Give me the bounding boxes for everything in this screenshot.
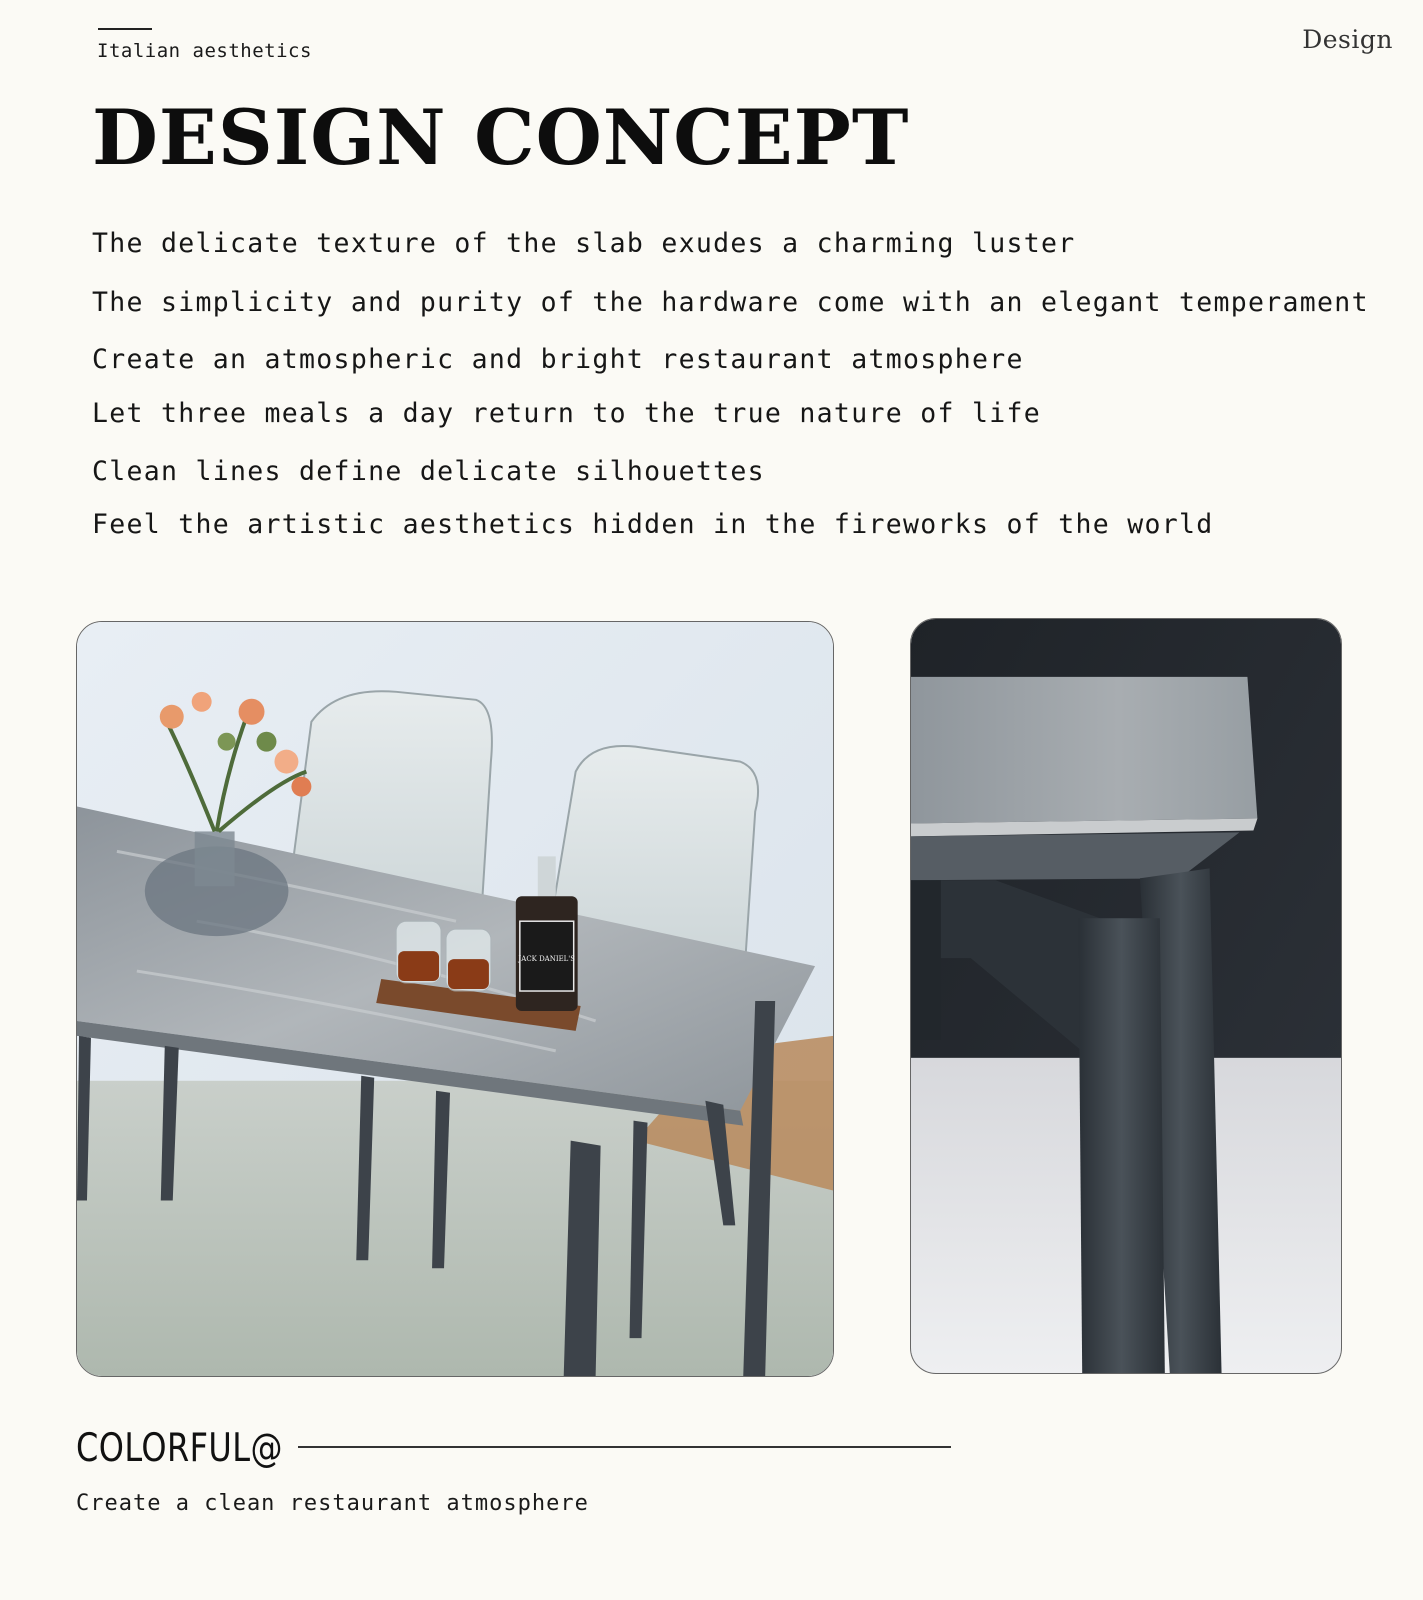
concept-line: The delicate texture of the slab exudes a charming luster	[92, 228, 1076, 259]
concept-line: Clean lines define delicate silhouettes	[92, 456, 765, 487]
concept-line: Let three meals a day return to the true nature of life	[92, 398, 1041, 429]
dining-table-photo	[76, 621, 834, 1377]
concept-line: Feel the artistic aesthetics hidden in the fireworks of the world	[92, 509, 1214, 540]
eyebrow-label: Italian aesthetics	[97, 40, 312, 62]
concept-line: The simplicity and purity of the hardware come with an elegant temperament	[92, 287, 1369, 318]
corner-section-label: Design	[1302, 25, 1393, 54]
section-subtitle: Create a clean restaurant atmosphere	[76, 1491, 589, 1516]
table-leg-detail-photo	[910, 618, 1342, 1374]
concept-line: Create an atmospheric and bright restaurant atmosphere	[92, 344, 1024, 375]
bottle-label-text: JACK DANIEL'S	[518, 955, 575, 964]
section-title: COLORFUL@	[76, 1426, 283, 1471]
top-accent-rule	[98, 28, 152, 30]
section-divider-rule	[298, 1446, 951, 1448]
page-title: DESIGN CONCEPT	[92, 93, 910, 182]
